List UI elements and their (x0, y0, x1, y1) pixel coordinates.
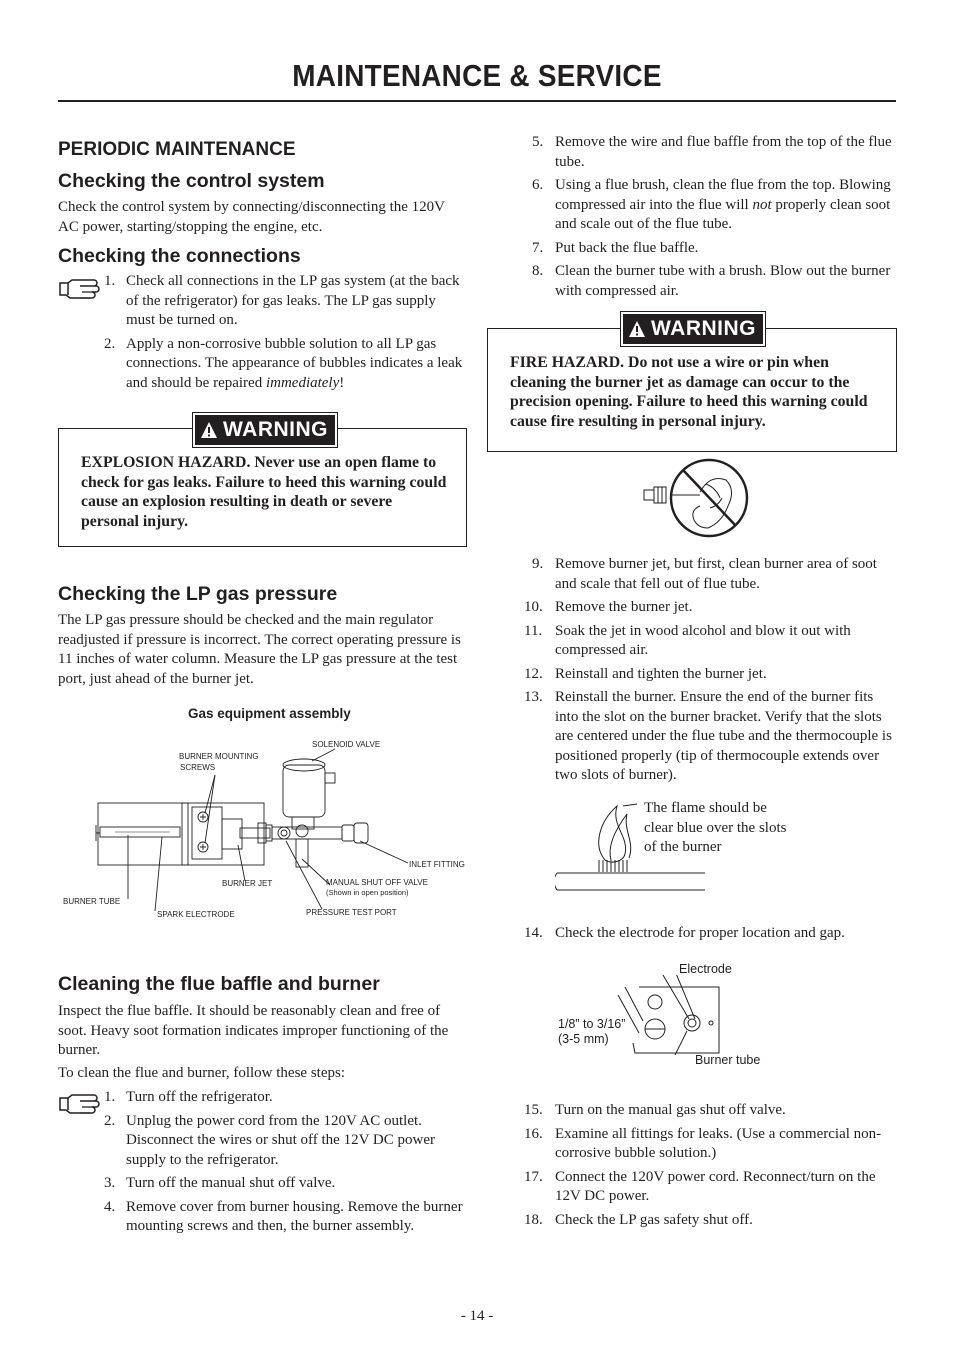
step-text: Remove cover from burner housing. Remove the burner mounting screws and then, the burner assembly. (126, 1198, 463, 1234)
step-number: 2. (104, 1112, 116, 1129)
step-number: 3. (104, 1175, 116, 1191)
step-text-end: properly clean soot and scale out of the flue tube. (555, 196, 891, 232)
list-item (528, 262, 898, 301)
step-number: 8. (532, 263, 544, 279)
diagram-caption: Gas equipment assembly (188, 706, 351, 721)
step-emphasis: not (752, 196, 772, 213)
step-number: 13. (524, 689, 543, 705)
list-item (104, 272, 464, 331)
step-text: Put back the flue baffle. (555, 239, 699, 256)
electrode-gap-diagram (615, 975, 725, 1065)
label-screws: SCREWS (180, 763, 216, 772)
flue-heading: Cleaning the flue baffle and burner (58, 973, 380, 995)
label-manual-shut-off: MANUAL SHUT OFF VALVE (326, 878, 428, 887)
list-item (528, 239, 898, 259)
flame-note: The flame should be clear blue over the slots of the burner (644, 800, 787, 855)
lp-pressure-text: The LP gas pressure should be checked and the main regulator readjusted if pressure is incorrect. The correct operating pressure is 11 inches of water column. Measure the LP gas pressure at the test port, just ahead of the burner jet. (58, 612, 461, 687)
list-item (104, 335, 464, 394)
control-system-heading: Checking the control system (58, 170, 325, 192)
list-item (524, 665, 898, 685)
step-text: Soak the jet in wood alcohol and blow it out with compressed air. (555, 622, 851, 658)
step-number: 1. (104, 1089, 116, 1105)
label-electrode: Electrode (679, 962, 732, 976)
warning-badge: WARNING (193, 413, 337, 447)
control-system-text: Check the control system by connecting/disconnecting the 120V AC power, starting/stopping the engine, etc. (58, 199, 445, 235)
warning-triangle-icon (628, 320, 646, 338)
step-text: Turn off the manual shut off valve. (126, 1175, 336, 1191)
step-number: 1. (104, 273, 116, 289)
step-text: Check all connections in the LP gas system (at the back of the refrigerator) for gas leaks. The LP gas supply must be turned on. (126, 273, 460, 328)
list-item (524, 1211, 898, 1231)
label-open-position: (Shown in open position) (326, 888, 409, 897)
page-number: - 14 - (460, 1308, 494, 1324)
connections-heading: Checking the connections (58, 245, 301, 267)
label-burner-tube: BURNER TUBE (63, 897, 121, 906)
step-text: Check the LP gas safety shut off. (555, 1211, 753, 1228)
label-burner-jet: BURNER JET (222, 879, 273, 888)
step-number: 15. (524, 1102, 543, 1118)
label-burner-mounting: BURNER MOUNTING (179, 752, 259, 761)
step-number: 12. (524, 665, 543, 682)
step-text: Remove the wire and flue baffle from the top of the flue tube. (555, 134, 892, 170)
step-number: 2. (104, 335, 116, 352)
label-gap-mm: (3-5 mm) (558, 1032, 609, 1046)
list-item (528, 133, 898, 172)
step-emphasis: immediately (265, 374, 340, 391)
warning-badge: WARNING (621, 312, 765, 346)
list-item (524, 1101, 898, 1121)
warning-text-explosion: EXPLOSION HAZARD. Never use an open flame to check for gas leaks. Failure to heed this warning could cause an explosion resulting in death or severe personal injury. (81, 454, 447, 530)
list-item (104, 1174, 464, 1194)
step-number: 7. (532, 239, 544, 256)
step-text: Turn on the manual gas shut off valve. (555, 1102, 786, 1118)
step-text: Remove the burner jet. (555, 599, 693, 615)
step-text-end: ! (339, 374, 345, 391)
page-title: MAINTENANCE & SERVICE (292, 58, 662, 93)
pointing-hand-icon (58, 277, 104, 301)
step-text: Reinstall the burner. Ensure the end of the burner fits into the slot on the burner bracket. Verify that the slots are centered under the flue tube and the thermocouple is positioned properly (tip of thermocouple extends over two slots of burner). (555, 689, 892, 783)
list-item (528, 555, 898, 594)
list-item (524, 622, 898, 661)
list-item (524, 1125, 898, 1164)
list-item (104, 1088, 464, 1108)
flue-steps (104, 1088, 464, 1237)
lp-pressure-heading: Checking the LP gas pressure (58, 583, 338, 605)
step-number: 6. (532, 177, 544, 193)
step-number: 9. (532, 556, 544, 572)
list-item (524, 924, 898, 944)
list-item (524, 598, 898, 618)
step-number: 16. (524, 1125, 543, 1142)
final-steps (524, 1101, 898, 1230)
pointing-hand-icon (58, 1092, 104, 1116)
list-item (528, 176, 898, 235)
flue-text: Inspect the flue baffle. It should be reasonably clean and free of soot. Heavy soot formation indicates improper functioning of the burner. (58, 1003, 449, 1058)
label-pressure-test-port: PRESSURE TEST PORT (306, 908, 397, 917)
step-text: Using a flue brush, clean the flue from the top. Blowing compressed air into the flue will (555, 177, 891, 213)
connections-steps (104, 272, 464, 393)
periodic-maintenance-heading: PERIODIC MAINTENANCE (58, 139, 296, 160)
step-text: Reinstall and tighten the burner jet. (555, 665, 767, 682)
label-inlet-fitting: INLET FITTING (409, 860, 465, 869)
step-number: 10. (524, 599, 543, 615)
step-number: 14. (524, 925, 543, 941)
step-text: Turn off the refrigerator. (126, 1089, 273, 1105)
list-item (104, 1198, 464, 1237)
step-number: 11. (524, 622, 543, 639)
step-text: Connect the 120V power cord. Reconnect/turn on the 12V DC power. (555, 1168, 876, 1204)
step-text: Examine all fittings for leaks. (Use a commercial non-corrosive bubble solution.) (555, 1125, 882, 1161)
electrode-step (524, 924, 898, 944)
flue-steps-continued (528, 133, 898, 301)
no-wire-pin-icon (640, 456, 752, 546)
step-number: 5. (532, 134, 544, 150)
label-solenoid-valve: SOLENOID VALVE (312, 740, 381, 749)
warning-triangle-icon (200, 421, 218, 439)
step-text: Unplug the power cord from the 120V AC outlet. Disconnect the wires or shut off the 12V DC power supply to the refrigerator. (126, 1112, 435, 1168)
title-rule (58, 100, 896, 102)
step-number: 17. (524, 1168, 543, 1185)
step-text: Clean the burner tube with a brush. Blow out the burner with compressed air. (555, 263, 891, 299)
step-text: Remove burner jet, but first, clean burner area of soot and scale that fell out of flue tube. (555, 556, 877, 592)
label-spark-electrode: SPARK ELECTRODE (157, 910, 235, 919)
step-number: 4. (104, 1198, 116, 1215)
list-item (104, 1112, 464, 1171)
label-burner-tube-electrode: Burner tube (695, 1053, 761, 1067)
step-number: 18. (524, 1211, 543, 1228)
label-gap: 1/8” to 3/16” (558, 1017, 626, 1031)
warning-text-fire: FIRE HAZARD. Do not use a wire or pin when cleaning the burner jet as damage can occur to the precision opening. Failure to heed this warning could cause fire resulting in personal injury. (510, 354, 868, 430)
list-item (524, 688, 898, 786)
list-item (524, 1168, 898, 1207)
burner-jet-steps (524, 555, 898, 786)
step-text: Apply a non-corrosive bubble solution to all LP gas connections. The appearance of bubbles indicates a leak and should be repaired (126, 335, 463, 391)
step-text: Check the electrode for proper location and gap. (555, 925, 845, 941)
flue-steps-intro: To clean the flue and burner, follow these steps: (58, 1065, 346, 1081)
